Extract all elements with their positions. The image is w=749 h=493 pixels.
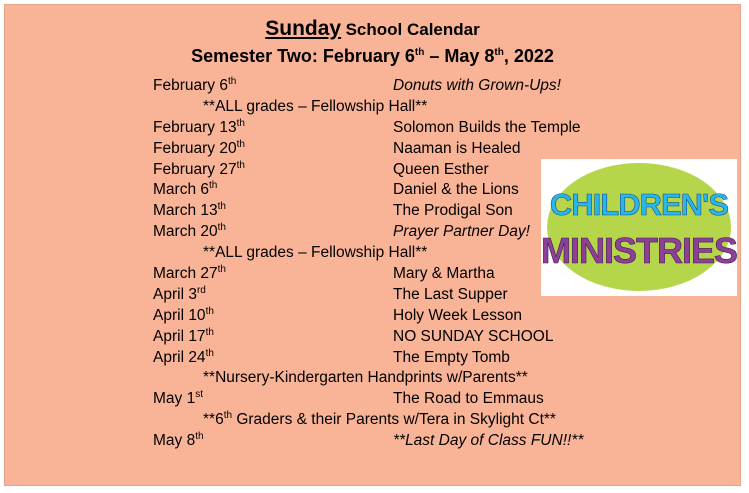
schedule-event: Prayer Partner Day! [393,223,530,241]
note-suffix: Graders & their Parents w/Tera in Skylight Ct** [232,411,556,429]
schedule-event: The Last Supper [393,285,508,303]
calendar-page [4,4,741,486]
schedule-date [153,119,245,137]
schedule-date-text: April 17 [153,327,206,345]
schedule-date-text: February 27 [153,160,237,178]
page-title [5,17,740,41]
childrens-ministries-logo [541,159,737,296]
schedule-date-suffix: rd [196,284,206,296]
schedule-event: Holy Week Lesson [393,306,522,324]
logo-graphic [541,159,737,296]
schedule-date-text: April 3 [153,285,197,303]
schedule-row [153,347,613,368]
schedule-row [153,430,613,451]
schedule-date [153,328,214,346]
schedule-date [153,349,214,367]
title-rest: School Calendar [345,20,480,39]
schedule-event: Donuts with Grown-Ups! [393,77,561,94]
note-prefix: **6 [203,411,224,429]
schedule-row [153,305,613,326]
logo-ellipse [547,163,731,291]
schedule-date-suffix: th [236,138,245,150]
title-sunday: Sunday [265,17,342,40]
schedule-date-text: February 13 [153,118,237,136]
schedule-row [153,75,613,96]
note-sup: th [223,410,233,422]
schedule-event: Queen Esther [393,160,489,178]
schedule-date-text: March 6 [153,181,209,199]
schedule-date-text: May 8 [153,432,196,450]
schedule-note [153,367,613,388]
schedule-date-suffix: th [217,201,226,213]
schedule-row [153,138,613,159]
schedule-date-suffix: th [236,117,245,129]
schedule-date [153,265,226,283]
schedule-date-suffix: th [236,159,245,171]
schedule-date-text: February 6 [153,77,228,94]
schedule-row [153,326,613,347]
logo-line-2: MINISTRIES [541,230,737,271]
schedule-event: **Last Day of Class FUN!!** [393,432,584,450]
schedule-date-suffix: th [205,347,214,359]
schedule-date-suffix: th [205,305,214,317]
schedule-event: Mary & Martha [393,265,495,283]
subtitle-middle: – May 8 [424,46,495,66]
subtitle-prefix: Semester Two: February 6 [191,46,415,66]
schedule-date-suffix: th [205,326,214,338]
schedule-date-text: April 24 [153,348,206,366]
schedule-date [153,140,245,158]
schedule-date-text: March 13 [153,202,218,220]
semester-subtitle [5,46,740,67]
schedule-event: Solomon Builds the Temple [393,118,581,136]
logo-line-1: CHILDREN'S [549,187,729,222]
schedule-note-text: **Nursery-Kindergarten Handprints w/Parents** [203,369,528,387]
schedule-event: NO SUNDAY SCHOOL [393,327,554,345]
schedule-date-text: May 1 [153,390,196,408]
schedule-note [153,96,613,117]
subtitle-suffix: , 2022 [503,46,554,66]
schedule-date [153,223,226,241]
schedule-date-text: April 10 [153,306,206,324]
schedule-date [153,432,204,450]
schedule-date [153,390,203,408]
subtitle-sup-1: th [414,47,425,58]
schedule-date [153,161,245,179]
schedule-event: Daniel & the Lions [393,181,519,199]
schedule-date-text: March 27 [153,265,218,283]
schedule-date-suffix: th [217,263,226,275]
schedule-date-suffix: th [209,180,218,192]
schedule-row [153,117,613,138]
schedule-date-text: March 20 [153,223,218,241]
schedule-date [153,77,236,95]
schedule-date-suffix: th [195,430,204,442]
schedule-event: Naaman is Healed [393,139,521,157]
schedule-date [153,307,214,325]
subtitle-sup-2: th [494,47,504,58]
schedule-note-text: **ALL grades – Fellowship Hall** [203,97,428,115]
schedule-note [153,409,613,430]
schedule-note-text: **ALL grades – Fellowship Hall** [203,244,428,262]
schedule-date-text: February 20 [153,139,237,157]
schedule-date [153,286,206,304]
schedule-date [153,181,217,199]
schedule-date-suffix: st [195,389,203,401]
schedule-event: The Road to Emmaus [393,390,544,408]
schedule-row [153,388,613,409]
schedule-date-suffix: th [217,222,226,234]
schedule-date-suffix: th [227,75,237,87]
schedule-date [153,202,226,220]
schedule-note-text [203,411,556,429]
schedule-event: The Prodigal Son [393,202,513,220]
schedule-event: The Empty Tomb [393,348,510,366]
